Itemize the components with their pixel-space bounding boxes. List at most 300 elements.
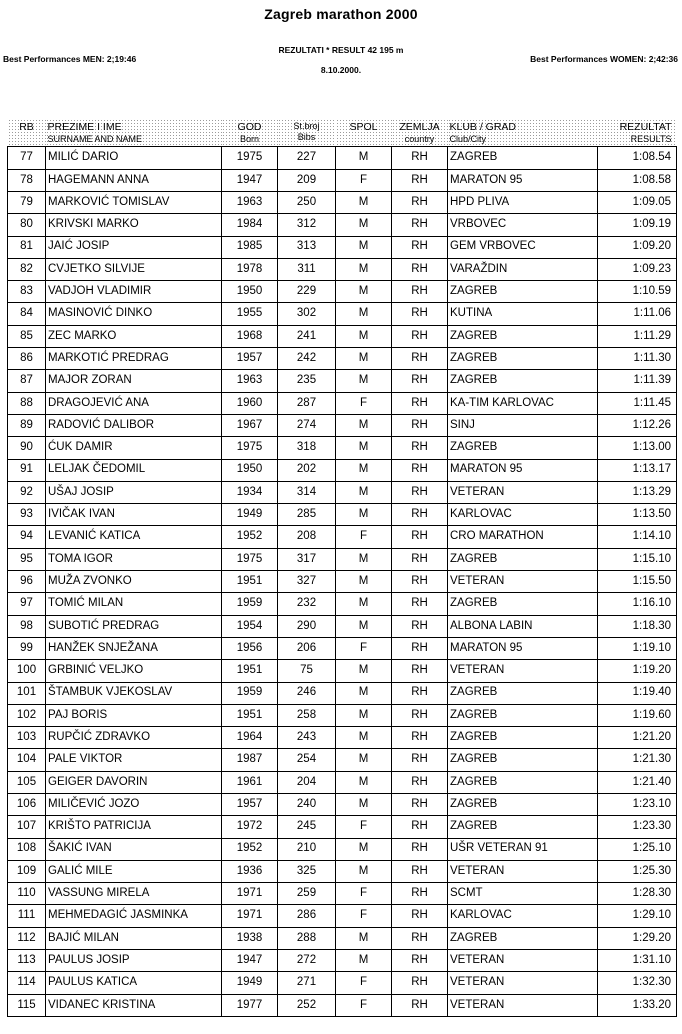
table-row bbox=[8, 883, 677, 905]
cell-country: RH bbox=[392, 883, 448, 905]
table-row bbox=[8, 927, 677, 949]
cell-born: 1951 bbox=[222, 660, 278, 682]
cell-country: RH bbox=[392, 905, 448, 927]
cell-sex: F bbox=[336, 637, 392, 659]
cell-born: 1950 bbox=[222, 281, 278, 303]
cell-sex: M bbox=[336, 236, 392, 258]
cell-result: 1:13.50 bbox=[598, 504, 677, 526]
cell-rank: 84 bbox=[8, 303, 46, 325]
cell-result: 1:21.20 bbox=[598, 727, 677, 749]
cell-bib: 271 bbox=[278, 972, 336, 994]
cell-result: 1:10.59 bbox=[598, 281, 677, 303]
cell-club: GEM VRBOVEC bbox=[448, 236, 598, 258]
cell-club: ALBONA LABIN bbox=[448, 615, 598, 637]
cell-rank: 89 bbox=[8, 414, 46, 436]
cell-country: RH bbox=[392, 637, 448, 659]
cell-name: PAULUS KATICA bbox=[46, 972, 222, 994]
cell-result: 1:28.30 bbox=[598, 883, 677, 905]
cell-rank: 110 bbox=[8, 883, 46, 905]
table-row bbox=[8, 838, 677, 860]
cell-rank: 111 bbox=[8, 905, 46, 927]
cell-result: 1:25.30 bbox=[598, 860, 677, 882]
cell-born: 1936 bbox=[222, 860, 278, 882]
cell-rank: 95 bbox=[8, 548, 46, 570]
cell-result: 1:29.20 bbox=[598, 927, 677, 949]
cell-bib: 241 bbox=[278, 325, 336, 347]
cell-country: RH bbox=[392, 704, 448, 726]
cell-country: RH bbox=[392, 481, 448, 503]
cell-result: 1:32.30 bbox=[598, 972, 677, 994]
cell-bib: 302 bbox=[278, 303, 336, 325]
cell-born: 1949 bbox=[222, 504, 278, 526]
cell-club: KUTINA bbox=[448, 303, 598, 325]
cell-club: UŠR VETERAN 91 bbox=[448, 838, 598, 860]
cell-result: 1:31.10 bbox=[598, 950, 677, 972]
cell-born: 1975 bbox=[222, 147, 278, 169]
cell-club: KARLOVAC bbox=[448, 905, 598, 927]
cell-rank: 96 bbox=[8, 571, 46, 593]
cell-bib: 210 bbox=[278, 838, 336, 860]
table-row bbox=[8, 258, 677, 280]
table-row bbox=[8, 526, 677, 548]
cell-country: RH bbox=[392, 191, 448, 213]
cell-bib: 259 bbox=[278, 883, 336, 905]
cell-name: ŠAKIĆ IVAN bbox=[46, 838, 222, 860]
cell-born: 1972 bbox=[222, 816, 278, 838]
table-row bbox=[8, 370, 677, 392]
header-name-en: SURNAME AND NAME bbox=[47, 134, 143, 145]
cell-name: TOMA IGOR bbox=[46, 548, 222, 570]
cell-sex: F bbox=[336, 816, 392, 838]
header-born bbox=[222, 119, 278, 147]
cell-name: ŠTAMBUK VJEKOSLAV bbox=[46, 682, 222, 704]
table-row bbox=[8, 414, 677, 436]
cell-country: RH bbox=[392, 615, 448, 637]
cell-bib: 227 bbox=[278, 147, 336, 169]
cell-sex: F bbox=[336, 905, 392, 927]
cell-country: RH bbox=[392, 236, 448, 258]
table-row bbox=[8, 749, 677, 771]
cell-country: RH bbox=[392, 459, 448, 481]
table-row bbox=[8, 950, 677, 972]
cell-club: ZAGREB bbox=[448, 793, 598, 815]
cell-name: RADOVIĆ DALIBOR bbox=[46, 414, 222, 436]
cell-sex: M bbox=[336, 370, 392, 392]
table-row bbox=[8, 392, 677, 414]
cell-bib: 232 bbox=[278, 593, 336, 615]
cell-bib: 285 bbox=[278, 504, 336, 526]
cell-rank: 79 bbox=[8, 191, 46, 213]
cell-born: 1951 bbox=[222, 571, 278, 593]
cell-name: MILIČEVIĆ JOZO bbox=[46, 793, 222, 815]
header-sex-label: SPOL bbox=[349, 121, 378, 133]
cell-bib: 246 bbox=[278, 682, 336, 704]
header-result-label: REZULTAT bbox=[619, 121, 672, 133]
cell-country: RH bbox=[392, 927, 448, 949]
cell-name: MASINOVIĆ DINKO bbox=[46, 303, 222, 325]
cell-result: 1:19.40 bbox=[598, 682, 677, 704]
cell-bib: 254 bbox=[278, 749, 336, 771]
cell-country: RH bbox=[392, 972, 448, 994]
header-club-label: KLUB / GRAD bbox=[449, 121, 517, 133]
cell-sex: M bbox=[336, 838, 392, 860]
cell-rank: 94 bbox=[8, 526, 46, 548]
cell-born: 1957 bbox=[222, 348, 278, 370]
cell-country: RH bbox=[392, 281, 448, 303]
cell-bib: 287 bbox=[278, 392, 336, 414]
cell-club: ZAGREB bbox=[448, 437, 598, 459]
cell-born: 1985 bbox=[222, 236, 278, 258]
cell-result: 1:21.30 bbox=[598, 749, 677, 771]
cell-sex: M bbox=[336, 615, 392, 637]
table-row bbox=[8, 281, 677, 303]
cell-result: 1:19.60 bbox=[598, 704, 677, 726]
cell-club: MARATON 95 bbox=[448, 637, 598, 659]
cell-rank: 87 bbox=[8, 370, 46, 392]
cell-sex: F bbox=[336, 994, 392, 1016]
cell-sex: M bbox=[336, 682, 392, 704]
cell-born: 1947 bbox=[222, 169, 278, 191]
cell-rank: 98 bbox=[8, 615, 46, 637]
cell-name: GEIGER DAVORIN bbox=[46, 771, 222, 793]
cell-club: VRBOVEC bbox=[448, 214, 598, 236]
header-name-label: PREZIME I IME bbox=[47, 121, 122, 133]
cell-result: 1:16.10 bbox=[598, 593, 677, 615]
cell-country: RH bbox=[392, 660, 448, 682]
cell-result: 1:21.40 bbox=[598, 771, 677, 793]
cell-name: PAULUS JOSIP bbox=[46, 950, 222, 972]
cell-sex: F bbox=[336, 169, 392, 191]
cell-rank: 115 bbox=[8, 994, 46, 1016]
cell-sex: M bbox=[336, 771, 392, 793]
header-bib-en: Bibs bbox=[297, 132, 316, 143]
table-header bbox=[8, 119, 677, 147]
cell-sex: M bbox=[336, 459, 392, 481]
cell-rank: 106 bbox=[8, 793, 46, 815]
cell-club: CRO MARATHON bbox=[448, 526, 598, 548]
table-row bbox=[8, 727, 677, 749]
cell-sex: M bbox=[336, 504, 392, 526]
cell-country: RH bbox=[392, 303, 448, 325]
cell-club: ZAGREB bbox=[448, 593, 598, 615]
cell-sex: M bbox=[336, 214, 392, 236]
cell-sex: M bbox=[336, 950, 392, 972]
cell-country: RH bbox=[392, 414, 448, 436]
cell-bib: 229 bbox=[278, 281, 336, 303]
cell-born: 1957 bbox=[222, 793, 278, 815]
cell-bib: 313 bbox=[278, 236, 336, 258]
cell-sex: M bbox=[336, 281, 392, 303]
table-row bbox=[8, 147, 677, 169]
cell-country: RH bbox=[392, 348, 448, 370]
cell-club: HPD PLIVA bbox=[448, 191, 598, 213]
cell-sex: M bbox=[336, 548, 392, 570]
cell-result: 1:23.30 bbox=[598, 816, 677, 838]
cell-rank: 104 bbox=[8, 749, 46, 771]
cell-club: VETERAN bbox=[448, 972, 598, 994]
cell-sex: M bbox=[336, 927, 392, 949]
cell-result: 1:09.23 bbox=[598, 258, 677, 280]
cell-bib: 325 bbox=[278, 860, 336, 882]
cell-bib: 240 bbox=[278, 793, 336, 815]
table-row bbox=[8, 771, 677, 793]
cell-born: 1956 bbox=[222, 637, 278, 659]
cell-bib: 208 bbox=[278, 526, 336, 548]
cell-born: 1952 bbox=[222, 838, 278, 860]
table-row bbox=[8, 793, 677, 815]
header-rb bbox=[8, 119, 46, 147]
cell-sex: M bbox=[336, 481, 392, 503]
cell-result: 1:11.29 bbox=[598, 325, 677, 347]
cell-sex: F bbox=[336, 526, 392, 548]
results-table bbox=[7, 119, 677, 1017]
cell-country: RH bbox=[392, 258, 448, 280]
cell-country: RH bbox=[392, 682, 448, 704]
header-born-label: GOD bbox=[237, 121, 262, 133]
cell-result: 1:11.06 bbox=[598, 303, 677, 325]
cell-born: 1971 bbox=[222, 883, 278, 905]
table-row bbox=[8, 169, 677, 191]
cell-rank: 88 bbox=[8, 392, 46, 414]
cell-name: LEVANIĆ KATICA bbox=[46, 526, 222, 548]
cell-bib: 311 bbox=[278, 258, 336, 280]
cell-name: TOMIĆ MILAN bbox=[46, 593, 222, 615]
header-result bbox=[598, 119, 677, 147]
header-bib-label: St.broj bbox=[293, 121, 320, 131]
race-date: 8.10.2000. bbox=[320, 65, 362, 75]
cell-rank: 105 bbox=[8, 771, 46, 793]
cell-rank: 91 bbox=[8, 459, 46, 481]
cell-born: 1961 bbox=[222, 771, 278, 793]
cell-result: 1:08.58 bbox=[598, 169, 677, 191]
cell-club: SCMT bbox=[448, 883, 598, 905]
cell-club: ZAGREB bbox=[448, 816, 598, 838]
cell-born: 1984 bbox=[222, 214, 278, 236]
cell-club: KARLOVAC bbox=[448, 504, 598, 526]
cell-club: MARATON 95 bbox=[448, 459, 598, 481]
cell-result: 1:15.10 bbox=[598, 548, 677, 570]
cell-sex: M bbox=[336, 303, 392, 325]
cell-name: PALE VIKTOR bbox=[46, 749, 222, 771]
cell-country: RH bbox=[392, 437, 448, 459]
cell-bib: 288 bbox=[278, 927, 336, 949]
cell-sex: M bbox=[336, 571, 392, 593]
cell-country: RH bbox=[392, 571, 448, 593]
cell-sex: M bbox=[336, 258, 392, 280]
cell-born: 1934 bbox=[222, 481, 278, 503]
cell-result: 1:09.19 bbox=[598, 214, 677, 236]
cell-club: ZAGREB bbox=[448, 147, 598, 169]
cell-born: 1975 bbox=[222, 437, 278, 459]
cell-born: 1971 bbox=[222, 905, 278, 927]
header-country-en: country bbox=[404, 134, 435, 145]
cell-club: ZAGREB bbox=[448, 727, 598, 749]
cell-result: 1:25.10 bbox=[598, 838, 677, 860]
cell-born: 1950 bbox=[222, 459, 278, 481]
cell-club: KA-TIM KARLOVAC bbox=[448, 392, 598, 414]
cell-bib: 314 bbox=[278, 481, 336, 503]
cell-born: 1949 bbox=[222, 972, 278, 994]
cell-name: IVIČAK IVAN bbox=[46, 504, 222, 526]
table-row bbox=[8, 682, 677, 704]
header-country-label: ZEMLJA bbox=[399, 121, 440, 133]
table-body bbox=[8, 147, 677, 1017]
cell-name: JAIĆ JOSIP bbox=[46, 236, 222, 258]
cell-rank: 97 bbox=[8, 593, 46, 615]
table-row bbox=[8, 593, 677, 615]
header-result-en: RESULTS bbox=[630, 134, 672, 145]
header-club bbox=[448, 119, 598, 147]
cell-rank: 109 bbox=[8, 860, 46, 882]
cell-born: 1987 bbox=[222, 749, 278, 771]
cell-result: 1:29.10 bbox=[598, 905, 677, 927]
cell-sex: M bbox=[336, 727, 392, 749]
cell-club: ZAGREB bbox=[448, 548, 598, 570]
cell-name: BAJIĆ MILAN bbox=[46, 927, 222, 949]
cell-sex: M bbox=[336, 147, 392, 169]
cell-sex: M bbox=[336, 593, 392, 615]
cell-result: 1:19.10 bbox=[598, 637, 677, 659]
cell-country: RH bbox=[392, 771, 448, 793]
cell-bib: 209 bbox=[278, 169, 336, 191]
cell-rank: 90 bbox=[8, 437, 46, 459]
header-bib bbox=[278, 119, 336, 147]
table-row bbox=[8, 303, 677, 325]
cell-sex: M bbox=[336, 660, 392, 682]
cell-club: ZAGREB bbox=[448, 927, 598, 949]
cell-name: RUPČIĆ ZDRAVKO bbox=[46, 727, 222, 749]
cell-club: SINJ bbox=[448, 414, 598, 436]
cell-club: VETERAN bbox=[448, 994, 598, 1016]
cell-name: VIDANEC KRISTINA bbox=[46, 994, 222, 1016]
cell-sex: M bbox=[336, 860, 392, 882]
cell-club: MARATON 95 bbox=[448, 169, 598, 191]
cell-result: 1:12.26 bbox=[598, 414, 677, 436]
cell-sex: F bbox=[336, 883, 392, 905]
cell-country: RH bbox=[392, 860, 448, 882]
cell-result: 1:08.54 bbox=[598, 147, 677, 169]
cell-born: 1963 bbox=[222, 191, 278, 213]
cell-sex: F bbox=[336, 972, 392, 994]
cell-club: ZAGREB bbox=[448, 281, 598, 303]
table-row bbox=[8, 437, 677, 459]
cell-name: DRAGOJEVIĆ ANA bbox=[46, 392, 222, 414]
cell-sex: M bbox=[336, 414, 392, 436]
cell-name: LELJAK ČEDOMIL bbox=[46, 459, 222, 481]
cell-rank: 101 bbox=[8, 682, 46, 704]
table-row bbox=[8, 191, 677, 213]
header-name bbox=[46, 119, 222, 147]
cell-result: 1:11.39 bbox=[598, 370, 677, 392]
table-row bbox=[8, 704, 677, 726]
cell-club: VETERAN bbox=[448, 950, 598, 972]
table-row bbox=[8, 236, 677, 258]
cell-club: VETERAN bbox=[448, 571, 598, 593]
cell-result: 1:11.45 bbox=[598, 392, 677, 414]
best-performance-men: Best Performances MEN: 2;19:46 bbox=[3, 54, 137, 64]
cell-rank: 93 bbox=[8, 504, 46, 526]
cell-rank: 78 bbox=[8, 169, 46, 191]
cell-rank: 107 bbox=[8, 816, 46, 838]
cell-name: VASSUNG MIRELA bbox=[46, 883, 222, 905]
cell-sex: M bbox=[336, 348, 392, 370]
cell-rank: 112 bbox=[8, 927, 46, 949]
table-row bbox=[8, 637, 677, 659]
result-line: REZULTATI * RESULT 42 195 m bbox=[278, 45, 404, 55]
cell-name: SUBOTIĆ PREDRAG bbox=[46, 615, 222, 637]
cell-bib: 286 bbox=[278, 905, 336, 927]
cell-born: 1967 bbox=[222, 414, 278, 436]
cell-rank: 99 bbox=[8, 637, 46, 659]
header-rb-label: RB bbox=[19, 121, 34, 133]
cell-born: 1951 bbox=[222, 704, 278, 726]
cell-rank: 86 bbox=[8, 348, 46, 370]
table-row bbox=[8, 214, 677, 236]
cell-country: RH bbox=[392, 169, 448, 191]
cell-sex: M bbox=[336, 437, 392, 459]
cell-name: MEHMEDAGIĆ JASMINKA bbox=[46, 905, 222, 927]
cell-born: 1960 bbox=[222, 392, 278, 414]
cell-born: 1959 bbox=[222, 682, 278, 704]
table-row bbox=[8, 548, 677, 570]
cell-name: GALIĆ MILE bbox=[46, 860, 222, 882]
cell-born: 1959 bbox=[222, 593, 278, 615]
cell-name: ĆUK DAMIR bbox=[46, 437, 222, 459]
cell-rank: 92 bbox=[8, 481, 46, 503]
best-performance-women: Best Performances WOMEN: 2;42:36 bbox=[530, 54, 678, 64]
cell-country: RH bbox=[392, 370, 448, 392]
cell-result: 1:14.10 bbox=[598, 526, 677, 548]
table-row bbox=[8, 459, 677, 481]
cell-name: HANŽEK SNJEŽANA bbox=[46, 637, 222, 659]
cell-club: ZAGREB bbox=[448, 704, 598, 726]
cell-bib: 317 bbox=[278, 548, 336, 570]
cell-born: 1964 bbox=[222, 727, 278, 749]
cell-country: RH bbox=[392, 593, 448, 615]
cell-bib: 235 bbox=[278, 370, 336, 392]
cell-rank: 82 bbox=[8, 258, 46, 280]
cell-country: RH bbox=[392, 147, 448, 169]
cell-name: GRBINIĆ VELJKO bbox=[46, 660, 222, 682]
header-born-en: Born bbox=[239, 134, 259, 145]
cell-country: RH bbox=[392, 504, 448, 526]
cell-sex: M bbox=[336, 749, 392, 771]
cell-sex: M bbox=[336, 325, 392, 347]
cell-result: 1:15.50 bbox=[598, 571, 677, 593]
cell-country: RH bbox=[392, 793, 448, 815]
cell-name: UŠAJ JOSIP bbox=[46, 481, 222, 503]
cell-rank: 81 bbox=[8, 236, 46, 258]
cell-name: PAJ BORIS bbox=[46, 704, 222, 726]
cell-rank: 113 bbox=[8, 950, 46, 972]
cell-result: 1:09.05 bbox=[598, 191, 677, 213]
cell-rank: 80 bbox=[8, 214, 46, 236]
cell-born: 1938 bbox=[222, 927, 278, 949]
cell-club: VETERAN bbox=[448, 860, 598, 882]
cell-bib: 258 bbox=[278, 704, 336, 726]
cell-name: MUŽA ZVONKO bbox=[46, 571, 222, 593]
cell-sex: F bbox=[336, 392, 392, 414]
cell-bib: 312 bbox=[278, 214, 336, 236]
cell-club: ZAGREB bbox=[448, 749, 598, 771]
cell-country: RH bbox=[392, 214, 448, 236]
cell-born: 1963 bbox=[222, 370, 278, 392]
cell-result: 1:11.30 bbox=[598, 348, 677, 370]
cell-result: 1:13.29 bbox=[598, 481, 677, 503]
cell-name: MARKOVIĆ TOMISLAV bbox=[46, 191, 222, 213]
header-club-en: Club/City bbox=[449, 134, 487, 145]
cell-bib: 327 bbox=[278, 571, 336, 593]
